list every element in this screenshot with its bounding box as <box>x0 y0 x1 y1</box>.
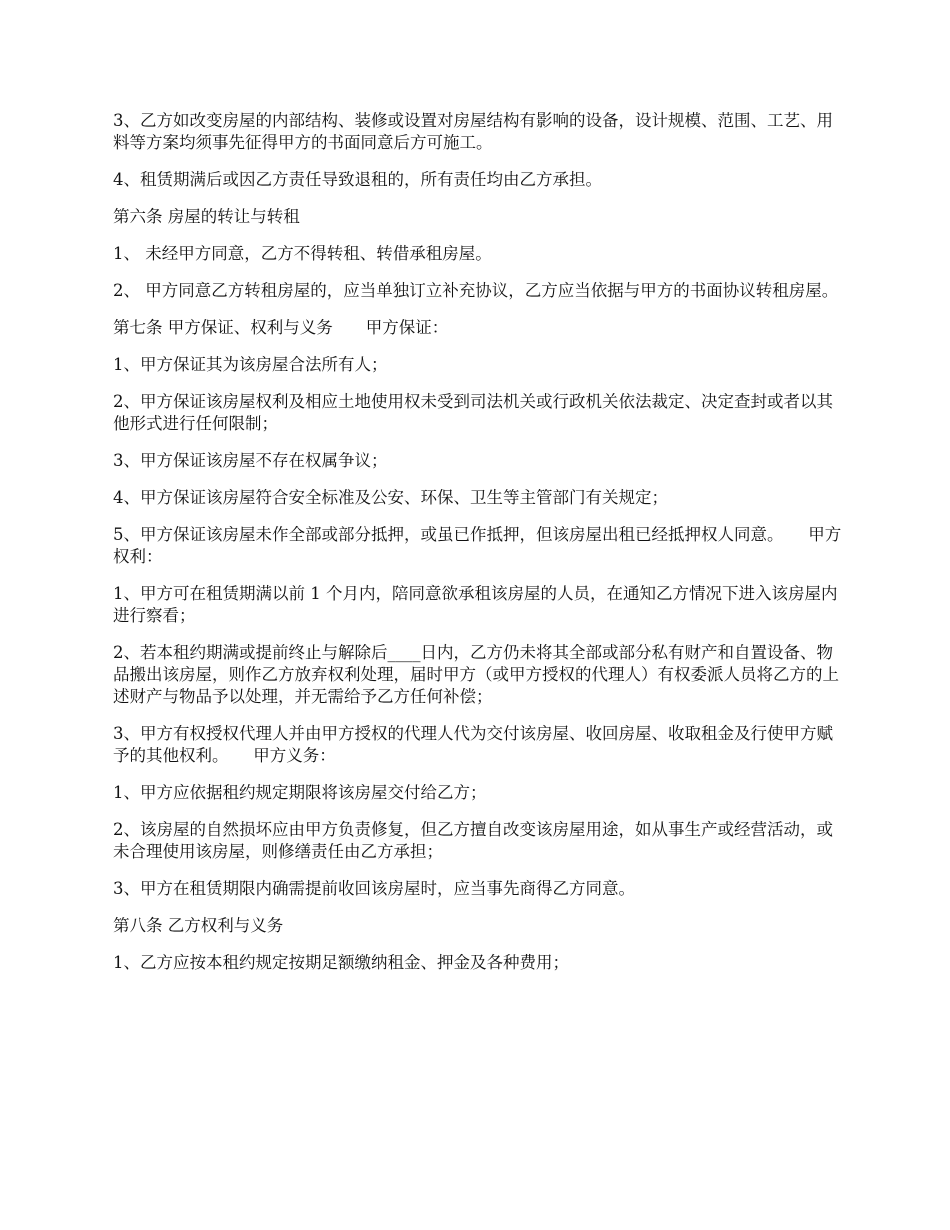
paragraph: 3、甲方保证该房屋不存在权属争议； <box>113 451 388 470</box>
section-heading: 第七条 甲方保证、权利与义务 甲方保证： <box>113 318 449 337</box>
section-heading: 第六条 房屋的转让与转租 <box>113 207 300 226</box>
paragraph: 1、 未经甲方同意，乙方不得转租、转借承租房屋。 <box>113 244 492 263</box>
paragraph: 2、 甲方同意乙方转租房屋的，应当单独订立补充协议，乙方应当依据与甲方的书面协议转租房屋。 <box>113 281 839 300</box>
paragraph: 2、若本租约期满或提前终止与解除后____日内，乙方仍未将其全部或部分私有财产和自置设备、物品搬出该房屋，则作乙方放弃权利处理，届时甲方（或甲方授权的代理人）有权委派人员将乙方的上述财产与物品予以处理，并无需给予乙方任何补偿； <box>113 643 839 706</box>
paragraph: 1、甲方可在租赁期满以前 1 个月内，陪同意欲承租该房屋的人员，在通知乙方情况下进入该房屋内进行察看； <box>113 584 838 625</box>
paragraph: 3、甲方在租赁期限内确需提前收回该房屋时，应当事先商得乙方同意。 <box>113 879 635 898</box>
paragraph: 3、甲方有权授权代理人并由甲方授权的代理人代为交付该房屋、收回房屋、收取租金及行使甲方赋予的其他权利。 甲方义务： <box>113 724 833 765</box>
paragraph: 1、甲方应依据租约规定期限将该房屋交付给乙方； <box>113 783 487 802</box>
paragraph: 2、甲方保证该房屋权利及相应土地使用权未受到司法机关或行政机关依法裁定、决定查封或者以其他形式进行任何限制； <box>113 392 833 433</box>
document-page <box>113 110 843 989</box>
section-heading: 第八条 乙方权利与义务 <box>113 916 284 935</box>
paragraph: 2、该房屋的自然损坏应由甲方负责修复，但乙方擅自改变该房屋用途，如从事生产或经营活动，或未合理使用该房屋，则修缮责任由乙方承担； <box>113 820 833 861</box>
paragraph: 5、甲方保证该房屋未作全部或部分抵押，或虽已作抵押，但该房屋出租已经抵押权人同意。 甲方权利： <box>113 525 842 566</box>
paragraph: 1、乙方应按本租约规定按期足额缴纳租金、押金及各种费用； <box>113 953 569 972</box>
paragraph: 1、甲方保证其为该房屋合法所有人； <box>113 355 388 374</box>
paragraph: 3、乙方如改变房屋的内部结构、装修或设置对房屋结构有影响的设备，设计规模、范围、工艺、用料等方案均须事先征得甲方的书面同意后方可施工。 <box>113 111 833 152</box>
paragraph: 4、租赁期满后或因乙方责任导致退租的，所有责任均由乙方承担。 <box>113 170 602 189</box>
paragraph: 4、甲方保证该房屋符合安全标准及公安、环保、卫生等主管部门有关规定； <box>113 488 668 507</box>
